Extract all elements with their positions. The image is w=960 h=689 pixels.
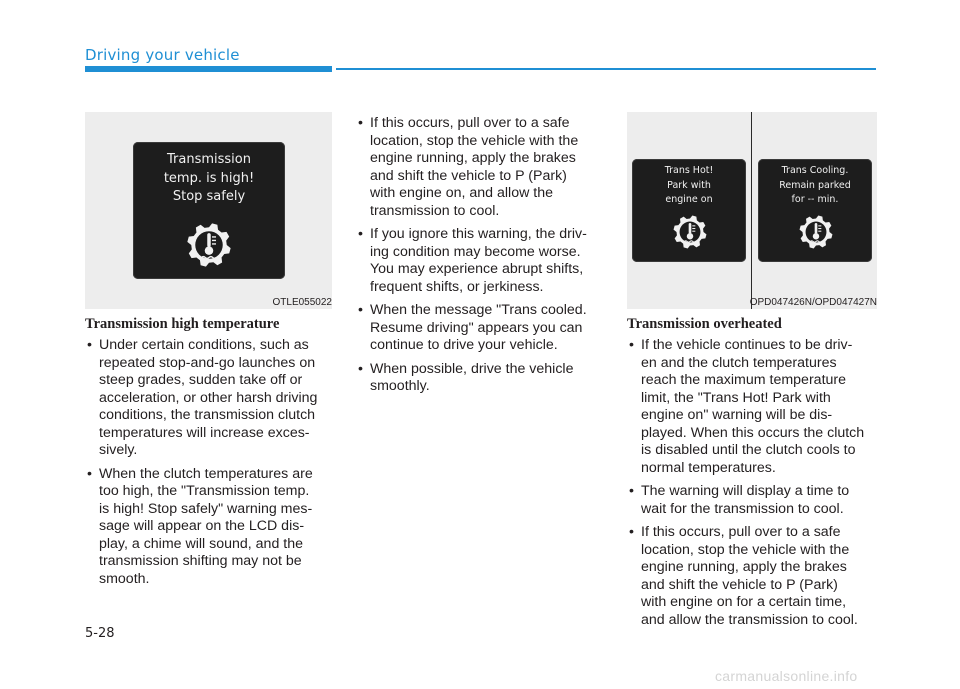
text-line: normal temperatures. bbox=[641, 459, 776, 476]
figure-transmission-temp-warning bbox=[85, 112, 332, 309]
page-number: 5-28 bbox=[85, 626, 115, 641]
lcd-message-line: engine on bbox=[665, 194, 713, 205]
text-line: reach the maximum temperature bbox=[641, 372, 847, 388]
transmission-temperature-gear-icon bbox=[671, 213, 709, 251]
thermometer-tick bbox=[818, 228, 821, 229]
text-line: • If you ignore this warning, the driv- bbox=[370, 226, 587, 242]
text-line: ing condition may become worse. bbox=[370, 243, 581, 260]
text-line: and shift the vehicle to P (Park) bbox=[370, 167, 567, 184]
watermark: carmanualsonline.info bbox=[715, 668, 858, 684]
text-line: • The warning will display a time to bbox=[641, 483, 850, 499]
header-rule-thin bbox=[336, 68, 876, 70]
text-line: with engine on, and allow the bbox=[370, 185, 553, 201]
text-line: repeated stop-and-go launches on bbox=[99, 354, 316, 371]
text-line: You may experience abrupt shifts, bbox=[370, 261, 584, 277]
text-line: continue to drive your vehicle. bbox=[370, 337, 558, 353]
text-line: is high! Stop safely" warning mes- bbox=[99, 500, 313, 517]
text-line: and shift the vehicle to P (Park) bbox=[641, 576, 838, 593]
thermometer-bulb bbox=[813, 233, 819, 239]
lcd-panel-trans-hot bbox=[632, 159, 746, 262]
text-line: play, a chime will sound, and the bbox=[99, 535, 303, 552]
text-line: with engine on for a certain time, bbox=[641, 594, 847, 610]
text-line: smoothly. bbox=[370, 378, 430, 394]
thermometer-tick bbox=[212, 236, 216, 237]
header-rule-thick bbox=[85, 66, 332, 72]
lcd-display bbox=[133, 142, 285, 279]
text-line: acceleration, or other harsh driving bbox=[99, 389, 318, 406]
bullet-item bbox=[356, 361, 606, 396]
text-line: • Under certain conditions, such as bbox=[99, 337, 309, 353]
figure-divider bbox=[751, 112, 752, 309]
figure-caption: OTLE055022 bbox=[272, 297, 332, 308]
text-line: is disabled until the clutch cools to bbox=[641, 442, 856, 458]
thermometer-tick bbox=[818, 231, 821, 232]
transmission-temperature-gear-icon bbox=[797, 213, 835, 251]
text-line: • If this occurs, pull over to a safe bbox=[641, 524, 841, 540]
bullet-item bbox=[627, 524, 877, 629]
lcd-message-line: temp. is high! bbox=[163, 170, 255, 186]
text-line: too high, the "Transmission temp. bbox=[99, 483, 310, 499]
thermometer-tick bbox=[692, 225, 695, 226]
lcd-message-line: Transmission bbox=[167, 152, 251, 167]
text-line: Resume driving" appears you can bbox=[370, 319, 583, 336]
text-line: frequent shifts, or jerkiness. bbox=[370, 278, 544, 295]
transmission-temperature-gear-icon bbox=[184, 220, 234, 270]
thermometer-bulb bbox=[687, 233, 693, 239]
text-line: smooth. bbox=[99, 570, 150, 587]
lcd-message bbox=[758, 159, 872, 208]
lcd-message-line: Remain parked bbox=[779, 179, 851, 191]
text-line: transmission shifting may not be bbox=[99, 553, 302, 569]
thermometer-tick bbox=[692, 228, 695, 229]
text-line: played. When this occurs the clutch bbox=[641, 424, 865, 441]
figure-caption: OPD047426N/OPD047427N bbox=[749, 297, 877, 308]
thermometer-tick bbox=[818, 225, 821, 226]
text-line: • When possible, drive the vehicle bbox=[370, 360, 574, 377]
lcd-message-line: Stop safely bbox=[172, 189, 246, 204]
thermometer-stem bbox=[815, 223, 818, 233]
text-line: • If the vehicle continues to be driv- bbox=[641, 337, 853, 353]
text-line: limit, the "Trans Hot! Park with bbox=[641, 389, 831, 406]
lcd-message bbox=[632, 159, 746, 208]
text-line: transmission to cool. bbox=[370, 202, 500, 219]
section-heading-overheated: Transmission overheated bbox=[627, 316, 782, 332]
thermometer-stem bbox=[689, 223, 692, 233]
section-heading-high-temperature: Transmission high temperature bbox=[85, 316, 280, 332]
text-line: engine running, apply the brakes bbox=[370, 150, 576, 166]
figure-transmission-overheated-warnings bbox=[627, 112, 877, 309]
bullet-item bbox=[356, 226, 606, 296]
text-line: • When the clutch temperatures are bbox=[99, 465, 313, 482]
thermometer-stem bbox=[207, 233, 211, 247]
text-line: engine running, apply the brakes bbox=[641, 559, 847, 575]
lcd-panel-trans-cooling bbox=[758, 159, 872, 262]
text-line: temperatures will increase exces- bbox=[99, 424, 310, 441]
text-line: en and the clutch temperatures bbox=[641, 354, 837, 371]
text-column-left bbox=[85, 337, 335, 594]
lcd-message bbox=[133, 142, 285, 207]
thermometer-tick bbox=[212, 240, 216, 241]
bullet-item bbox=[356, 115, 606, 220]
text-line: location, stop the vehicle with the bbox=[641, 541, 850, 558]
text-line: and allow the transmission to cool. bbox=[641, 611, 858, 628]
lcd-message-line: Trans Cooling. bbox=[781, 165, 849, 176]
text-line: engine on" warning will be dis- bbox=[641, 407, 833, 423]
text-line: wait for the transmission to cool. bbox=[641, 500, 844, 517]
bullet-item bbox=[85, 337, 335, 460]
text-line: sively. bbox=[99, 442, 138, 458]
text-line: location, stop the vehicle with the bbox=[370, 132, 579, 149]
text-column-right bbox=[627, 337, 877, 635]
bullet-item bbox=[627, 337, 877, 477]
thermometer-tick bbox=[212, 243, 216, 244]
text-line: • If this occurs, pull over to a safe bbox=[370, 115, 570, 131]
text-column-middle bbox=[356, 115, 606, 402]
bullet-item bbox=[85, 466, 335, 589]
lcd-message-line: Trans Hot! bbox=[664, 165, 714, 176]
bullet-item bbox=[356, 302, 606, 355]
text-line: conditions, the transmission clutch bbox=[99, 407, 316, 423]
bullet-item bbox=[627, 483, 877, 518]
text-line: steep grades, sudden take off or bbox=[99, 372, 303, 388]
thermometer-tick bbox=[692, 231, 695, 232]
lcd-message-line: Park with bbox=[667, 179, 711, 191]
lcd-message-line: for -- min. bbox=[791, 194, 839, 205]
section-title: Driving your vehicle bbox=[85, 46, 240, 64]
text-line: • When the message "Trans cooled. bbox=[370, 302, 587, 318]
thermometer-bulb bbox=[205, 246, 214, 255]
text-line: sage will appear on the LCD dis- bbox=[99, 518, 305, 534]
